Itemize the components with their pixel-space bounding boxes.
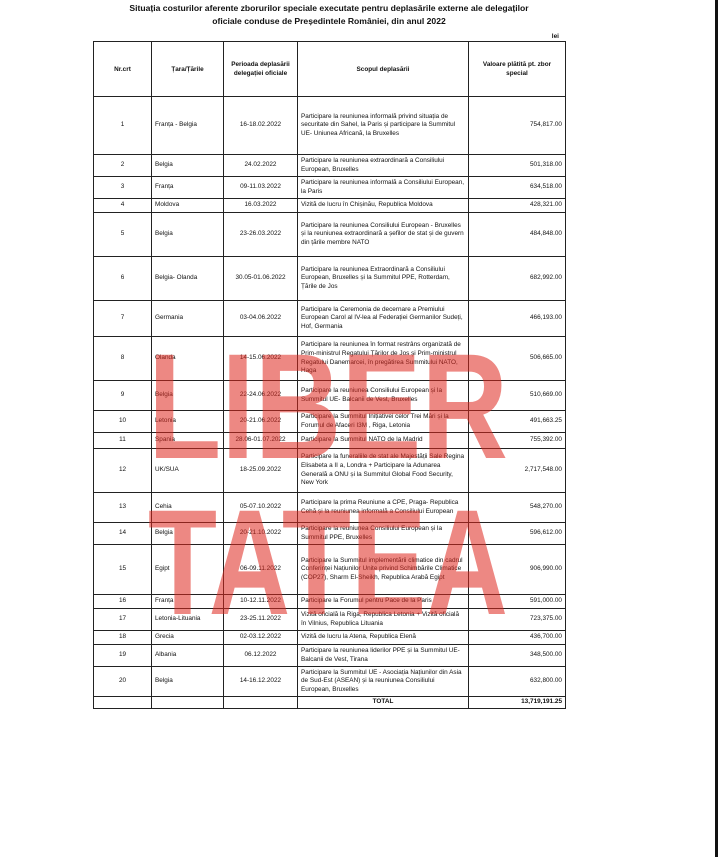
table-row [94,301,566,337]
table-row [94,97,566,155]
title-line-1: Situația costurilor aferente zborurilor speciale executate pentru deplasările externe ale delegaților [129,3,529,13]
document-title [93,2,565,28]
row-value: 348,500.00 [469,645,566,667]
row-number: 2 [94,155,152,177]
row-value: 2,717,548.00 [469,449,566,493]
row-period: 24.02.2022 [224,155,298,177]
row-number: 8 [94,337,152,381]
row-number: 19 [94,645,152,667]
row-purpose: Participare la Forumul pentru Pace de la Paris [298,595,469,609]
row-value: 632,800.00 [469,667,566,697]
row-value: 436,700.00 [469,631,566,645]
row-value: 466,193.00 [469,301,566,337]
table-row [94,645,566,667]
watermark-line-1: LIBER [148,322,508,490]
row-period: 06.12.2022 [224,645,298,667]
row-value: 484,848.00 [469,213,566,257]
document-sheet [93,0,565,846]
row-purpose: Participare la reuniunea Consiliului European - Bruxelles și la reuniunea extraordinară a șefilor de stat și de guvern din țările membre NATO [298,213,469,257]
row-number: 17 [94,609,152,631]
row-value: 723,375.00 [469,609,566,631]
row-number: 12 [94,449,152,493]
table-row [94,213,566,257]
row-country: Belgia [152,213,224,257]
watermark-line-2: TATEA [148,478,508,626]
row-period: 20-21.06.2022 [224,411,298,433]
row-purpose: Participare la Summitul Inițiativei celor Trei Mări și la Forumul de Afaceri I3M , Riga, Letonia [298,411,469,433]
row-purpose: Participare la Summitul NATO de la Madrid [298,433,469,449]
header-valoare: Valoare plătită pt. zbor special [469,42,566,97]
table-row [94,667,566,697]
row-number: 4 [94,199,152,213]
row-purpose: Participare la reuniunea în format restrâns organizată de Prim-ministrul Regatului Țărilor de Jos și Prim-ministrul Regatului Danemarcei, în pregătirea Summitului NATO, Haga [298,337,469,381]
row-purpose: Participare la Summitul UE - Asociația Națiunilor din Asia de Sud-Est (ASEAN) și la reuniunea Consiliului European, Bruxelles [298,667,469,697]
total-row [94,697,566,709]
table-row [94,545,566,595]
row-period: 09-11.03.2022 [224,177,298,199]
row-value: 755,392.00 [469,433,566,449]
row-purpose: Participare la reuniunea Extraordinară a Consiliului European, Bruxelles și la Summitul PPE, Rotterdam, Țările de Jos [298,257,469,301]
row-country: Albania [152,645,224,667]
row-number: 20 [94,667,152,697]
row-number: 6 [94,257,152,301]
row-country: Spania [152,433,224,449]
row-value: 682,992.00 [469,257,566,301]
row-country: Olanda [152,337,224,381]
table-row [94,631,566,645]
table-row [94,523,566,545]
row-period: 20-21.10.2022 [224,523,298,545]
table-row [94,493,566,523]
row-purpose: Participare la reuniunea liderilor PPE și la Summitul UE- Balcanii de Vest, Tirana [298,645,469,667]
row-country: Moldova [152,199,224,213]
row-purpose: Participare la Ceremonia de decernare a Premiului European Carol al IV-lea al Federației Germanilor Sudeți, Hof, Germania [298,301,469,337]
row-period: 06-09.11.2022 [224,545,298,595]
costs-table [93,41,566,709]
row-purpose: Participare la Summitul implementării climatice din cadrul Conferinței Națiunilor Unite privind Schimbările Climatice (COP27), Sharm El-Sheikh, Republica Arabă Egipt [298,545,469,595]
row-value: 506,665.00 [469,337,566,381]
row-country: Grecia [152,631,224,645]
row-country: Franța - Belgia [152,97,224,155]
row-purpose: Vizită de lucru în Chișinău, Republica Moldova [298,199,469,213]
row-value: 491,663.25 [469,411,566,433]
header-perioada: Perioada deplasării delegației oficiale [224,42,298,97]
row-purpose: Participare la reuniunea informală a Consiliului European, la Paris [298,177,469,199]
row-period: 05-07.10.2022 [224,493,298,523]
row-value: 548,270.00 [469,493,566,523]
row-number: 9 [94,381,152,411]
row-number: 16 [94,595,152,609]
row-value: 591,000.00 [469,595,566,609]
header-scop: Scopul deplasării [298,42,469,97]
total-label: TOTAL [298,697,469,709]
table-row [94,449,566,493]
row-period: 14-16.12.2022 [224,667,298,697]
row-period: 22-24.06.2022 [224,381,298,411]
row-value: 501,318.00 [469,155,566,177]
row-number: 3 [94,177,152,199]
row-number: 10 [94,411,152,433]
row-country: Belgia- Olanda [152,257,224,301]
row-value: 596,612.00 [469,523,566,545]
table-row [94,199,566,213]
currency-label: lei [551,33,559,40]
row-number: 1 [94,97,152,155]
row-country: Belgia [152,523,224,545]
row-period: 23-26.03.2022 [224,213,298,257]
table-row [94,155,566,177]
row-period: 16-18.02.2022 [224,97,298,155]
row-value: 428,321.00 [469,199,566,213]
table-row [94,609,566,631]
row-number: 15 [94,545,152,595]
row-purpose: Vizită de lucru la Atena, Republica Elenă [298,631,469,645]
table-row [94,595,566,609]
row-country: Letonia [152,411,224,433]
row-purpose: Participare la reuniunea Consiliului European și la Summitul UE- Balcanii de Vest, Bruxelles [298,381,469,411]
row-value: 510,669.00 [469,381,566,411]
header-tara: Țara/Țările [152,42,224,97]
table-row [94,433,566,449]
row-number: 13 [94,493,152,523]
table-row [94,257,566,301]
row-period: 10-12.11.2022 [224,595,298,609]
row-number: 7 [94,301,152,337]
row-purpose: Participare la reuniunea informală privind situația de securitate din Sahel, la Paris și participare la Summitul UE- Uniunea Africană, la Bruxelles [298,97,469,155]
title-line-2: oficiale conduse de Președintele României, din anul 2022 [212,16,446,26]
row-purpose: Participare la funeraliile de stat ale Majestății Sale Regina Elisabeta a II a, Londra + Participare la Adunarea Generală a ONU și la Summitul Global Food Security, New York [298,449,469,493]
row-country: Germania [152,301,224,337]
row-period: 30.05-01.06.2022 [224,257,298,301]
row-period: 18-25.09.2022 [224,449,298,493]
row-period: 16.03.2022 [224,199,298,213]
header-nr: Nr.crt [94,42,152,97]
row-country: UK/SUA [152,449,224,493]
row-value: 634,518.00 [469,177,566,199]
row-period: 03-04.06.2022 [224,301,298,337]
row-purpose: Participare la reuniunea Consiliului European și la Summitul PPE, Bruxelles [298,523,469,545]
row-number: 18 [94,631,152,645]
row-country: Franța [152,177,224,199]
table-row [94,177,566,199]
row-period: 28.06-01.07.2022 [224,433,298,449]
row-purpose: Participare la reuniunea extraordinară a Consiliului European, Bruxelles [298,155,469,177]
row-value: 906,990.00 [469,545,566,595]
row-purpose: Vizită oficială la Riga, Republica Letonia + Vizită oficială în Vilnius, Republica Lituania [298,609,469,631]
row-period: 14-15.06.2022 [224,337,298,381]
table-row [94,337,566,381]
table-row [94,381,566,411]
row-number: 14 [94,523,152,545]
row-country: Belgia [152,155,224,177]
row-number: 5 [94,213,152,257]
row-country: Belgia [152,667,224,697]
row-country: Cehia [152,493,224,523]
row-period: 02-03.12.2022 [224,631,298,645]
row-purpose: Participare la prima Reuniune a CPE, Praga- Republica Cehă și la reuniunea informală a Consiliului European [298,493,469,523]
table-row [94,411,566,433]
row-number: 11 [94,433,152,449]
row-country: Egipt [152,545,224,595]
row-period: 23-25.11.2022 [224,609,298,631]
row-country: Belgia [152,381,224,411]
row-country: Franța [152,595,224,609]
row-value: 754,817.00 [469,97,566,155]
table-header-row [94,42,566,97]
total-value: 13,719,191.25 [469,697,566,709]
row-country: Letonia-Lituania [152,609,224,631]
